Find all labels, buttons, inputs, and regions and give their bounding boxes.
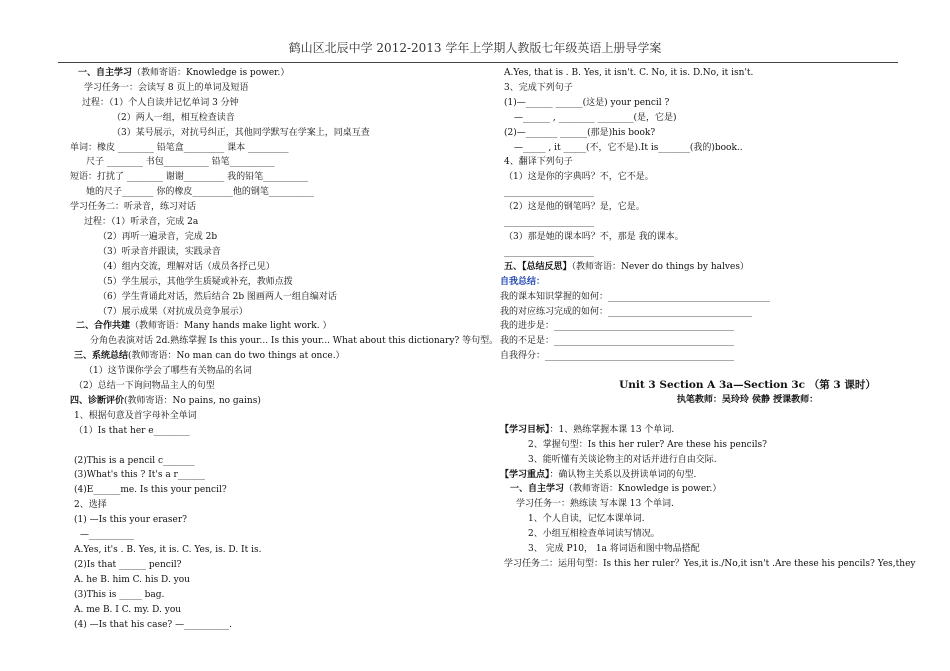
text-line <box>500 497 900 512</box>
text-line <box>70 558 470 573</box>
line-text: 过程：（1）个人自读并记忆单词 3 分钟 <box>82 97 239 108</box>
line-text: （5）学生展示，其他学生质疑或补充，教师点拨 <box>98 276 293 287</box>
line-text: （2）两人一组，相互检查读音 <box>112 112 235 123</box>
line-text: （1）Is that her e________ <box>74 425 190 436</box>
text-line <box>70 483 470 498</box>
text-line <box>70 185 470 200</box>
text-line <box>500 96 900 111</box>
line-text: 过程：（1）听录音，完成 2a <box>84 217 199 228</box>
line-note: （教师寄语：Knowledge is power.） <box>132 68 290 78</box>
line-text: （3）听录音并跟读，实践录音 <box>98 246 221 257</box>
unit-subtitle: 执笔教师：吴玲玲 侯静 授课教师： <box>676 395 819 406</box>
text-line <box>70 513 470 528</box>
line-text: (2)—_______ ______(那是)his book? <box>504 127 656 138</box>
text-line <box>70 573 470 588</box>
text-line <box>500 408 900 423</box>
line-text: 我的进步是：________________________________________ <box>500 321 735 332</box>
line-text: （3）那是她的课本吗？不，那是 我的课本。 <box>504 231 684 242</box>
text-line <box>500 170 900 185</box>
line-text: (1) —Is this your eraser? <box>74 515 187 526</box>
line-text: 学习任务二：听录音，练习对话 <box>70 202 197 213</box>
text-line <box>70 260 470 275</box>
line-text: 一、自主学习 <box>78 68 133 78</box>
text-line <box>500 155 900 170</box>
text-line <box>70 349 470 364</box>
line-text: A.Yes, that is . B. Yes, it isn't. C. No, it is. D.No, it isn't. <box>504 68 754 78</box>
line-text: 3、 完成 P10， 1a 将词语和图中物品搭配 <box>528 544 700 555</box>
line-text: 2、选择 <box>74 500 107 511</box>
line-text: ____________________ <box>504 217 594 228</box>
text-line <box>500 200 900 215</box>
text-line <box>500 230 900 245</box>
line-text: 五、【总结反思】 <box>504 261 572 272</box>
line-text: 二、合作共建 <box>76 321 131 332</box>
text-line <box>70 275 470 290</box>
line-text: 学习任务二：运用句型：Is this her ruler？Yes,it is./No,it isn't .Are these his pencils? Yes,they <box>504 558 916 569</box>
line-text: (3)What's this ? It's a r______ <box>74 470 205 481</box>
text-line <box>70 588 470 603</box>
line-text: 学习任务一：会读写 8 页上的单词及短语 <box>84 82 249 93</box>
line-text: A.Yes, it's . B. Yes, it is. C. Yes, is. D. It is. <box>74 544 262 555</box>
text-line <box>500 512 900 527</box>
text-line <box>70 379 470 394</box>
line-text: (2)This is a pencil c_______ <box>74 455 195 466</box>
text-line <box>500 423 900 438</box>
text-line <box>70 215 470 230</box>
line-text: 一、自主学习 <box>510 484 565 495</box>
text-line <box>70 305 470 320</box>
right-column-bottom <box>500 408 916 572</box>
line-note: （教师寄语：Many hands make light work. ） <box>130 321 332 332</box>
text-line <box>70 454 470 469</box>
line-text: 学习任务一：熟练读 写本课 13 个单词. <box>516 499 674 510</box>
text-line <box>70 439 470 454</box>
line-text: （1）这是你的字典吗？不，它不是。 <box>504 172 654 183</box>
text-line <box>70 334 499 349</box>
line-text: 4、翻译下列句子 <box>504 157 573 168</box>
line-text: —_____ , it _____(不，它不是).It is_______(我的)book.. <box>514 142 743 153</box>
text-line <box>70 81 470 96</box>
line-note: （教师寄语：Never do things by halves） <box>571 261 749 272</box>
text-line <box>70 96 470 111</box>
line-text: （4）组内交流，理解对话（成员各抒己见） <box>98 261 275 272</box>
line-text: A. he B. him C. his D. you <box>74 574 190 585</box>
line-text: (4)E______me. Is this your pencil? <box>74 485 227 496</box>
line-text: 她的尺子_______ 你的橡皮_________他的钢笔__________ <box>86 187 314 198</box>
line-text: (3)This is _____ bag. <box>74 589 165 600</box>
line-text: 1、个人自读，记忆本课单词. <box>528 514 645 525</box>
text-line <box>500 245 900 260</box>
line-text: （2）再听一遍录音，完成 2b <box>98 231 218 242</box>
line-text: 我的课本知识掌握的如何：____________________________________ <box>500 291 771 302</box>
line-note: (教师寄语：No man can do two things at once.） <box>128 351 345 362</box>
line-text: 【学习重点】 <box>500 469 550 480</box>
line-text: (1)—______ ______(这是) your pencil ? <box>504 97 670 108</box>
line-text: （1）这节课你学会了哪些有关物品的名词 <box>84 366 252 377</box>
text-line <box>70 319 470 334</box>
line-text: —__________ <box>80 530 134 541</box>
header-rule <box>58 62 898 63</box>
text-line <box>70 170 470 185</box>
text-line <box>70 394 470 409</box>
line-text: 自我得分：__________________________________________ <box>500 351 735 362</box>
text-line <box>70 543 470 558</box>
left-column <box>70 66 499 632</box>
text-line <box>70 111 470 126</box>
line-text: （2）这是他的钢笔吗？是，它是。 <box>504 202 645 213</box>
text-line <box>500 334 900 349</box>
line-text: 三、系统总结 <box>74 351 129 362</box>
text-line <box>500 527 900 542</box>
text-line <box>70 126 470 141</box>
line-text: 尺子 ________ 书包__________ 铅笔__________ <box>86 157 275 168</box>
line-text: 1、根据句意及首字母补全单词 <box>74 410 197 421</box>
right-column <box>500 66 916 572</box>
text-line <box>500 81 900 96</box>
line-text: 分角色表演对话 2d.熟练掌握 Is this your... Is this your... What about this dictionary? 等句型。 <box>90 336 499 347</box>
line-text: 2、小组互相检查单词读写情况。 <box>528 529 660 540</box>
text-line <box>500 482 900 497</box>
line-text: 我的对应练习完成的如何：________________________________ <box>500 306 753 317</box>
text-line <box>500 215 900 230</box>
text-line <box>70 528 470 543</box>
text-line <box>500 126 900 141</box>
text-line <box>70 498 470 513</box>
line-text: 我的不足是：________________________________________ <box>500 336 735 347</box>
text-line <box>500 66 900 81</box>
line-text: 单词：橡皮 ________ 铅笔盒_________ 课本 _________ <box>70 142 289 153</box>
line-note: （教师寄语：Knowledge is power.） <box>564 484 722 495</box>
text-line <box>70 230 470 245</box>
line-note: ：确认物主关系以及拼读单词的句型. <box>549 469 697 480</box>
text-line <box>70 603 470 618</box>
text-line <box>70 409 470 424</box>
text-line <box>70 618 470 633</box>
text-line <box>70 245 470 260</box>
line-text: 自我总结： <box>500 276 546 287</box>
text-line <box>500 111 900 126</box>
line-text: 3、完成下列句子 <box>504 82 573 93</box>
text-line <box>70 66 470 81</box>
line-text: 短语：打扰了 ________ 谢谢_________ 我的铅笔__________ <box>70 172 309 183</box>
text-line <box>500 275 900 290</box>
text-line <box>500 319 900 334</box>
text-line <box>70 468 470 483</box>
text-line <box>500 349 900 364</box>
line-note: ：1、熟练掌握本课 13 个单词. <box>549 424 675 435</box>
text-line <box>500 438 900 453</box>
text-line <box>500 290 900 305</box>
line-text: ____________________ <box>504 246 594 257</box>
line-text: 【学习目标】 <box>500 424 550 435</box>
text-line <box>70 200 470 215</box>
text-line <box>70 155 470 170</box>
text-line <box>500 141 900 156</box>
line-text: 3、能听懂有关谈论物主的对话并进行自由交际. <box>528 454 717 465</box>
text-line <box>500 305 900 320</box>
line-text: (4) —Is that his case? —__________. <box>74 619 232 630</box>
line-text: （3）某号展示，对抗号纠正，其他同学默写在学案上，同桌互查 <box>112 127 370 138</box>
text-line <box>70 141 470 156</box>
line-text: ____________________ <box>504 187 594 198</box>
line-text: 2、掌握句型：Is this her ruler? Are these his pencils? <box>528 439 767 450</box>
line-text: （6）学生背诵此对话，然后结合 2b 图画两人一组自编对话 <box>98 291 337 302</box>
text-line <box>500 468 900 483</box>
text-line <box>500 557 916 572</box>
line-text: （2）总结一下询问物品主人的句型 <box>74 381 215 392</box>
text-line <box>500 185 900 200</box>
text-line <box>70 364 470 379</box>
page-header: 鹤山区北辰中学 2012-2013 学年上学期人教版七年级英语上册导学案 <box>288 41 662 55</box>
unit-title: Unit 3 Section A 3a—Section 3c （第 3 课时） <box>619 379 876 392</box>
text-line <box>500 260 900 275</box>
line-text: —______ , ________ ________(是，它是) <box>514 112 677 123</box>
line-text: A. me B. I C. my. D. you <box>74 604 182 615</box>
text-line <box>70 290 470 305</box>
right-column-top <box>500 66 900 364</box>
line-text: （7）展示成果（对抗成员竞争展示） <box>98 306 248 317</box>
line-text: 四、诊断评价 <box>70 395 125 406</box>
line-note: (教师寄语：No pains, no gains) <box>124 395 261 406</box>
text-line <box>70 424 470 439</box>
text-line <box>500 453 900 468</box>
text-line <box>500 542 900 557</box>
line-text: (2)Is that ______ pencil? <box>74 559 182 570</box>
